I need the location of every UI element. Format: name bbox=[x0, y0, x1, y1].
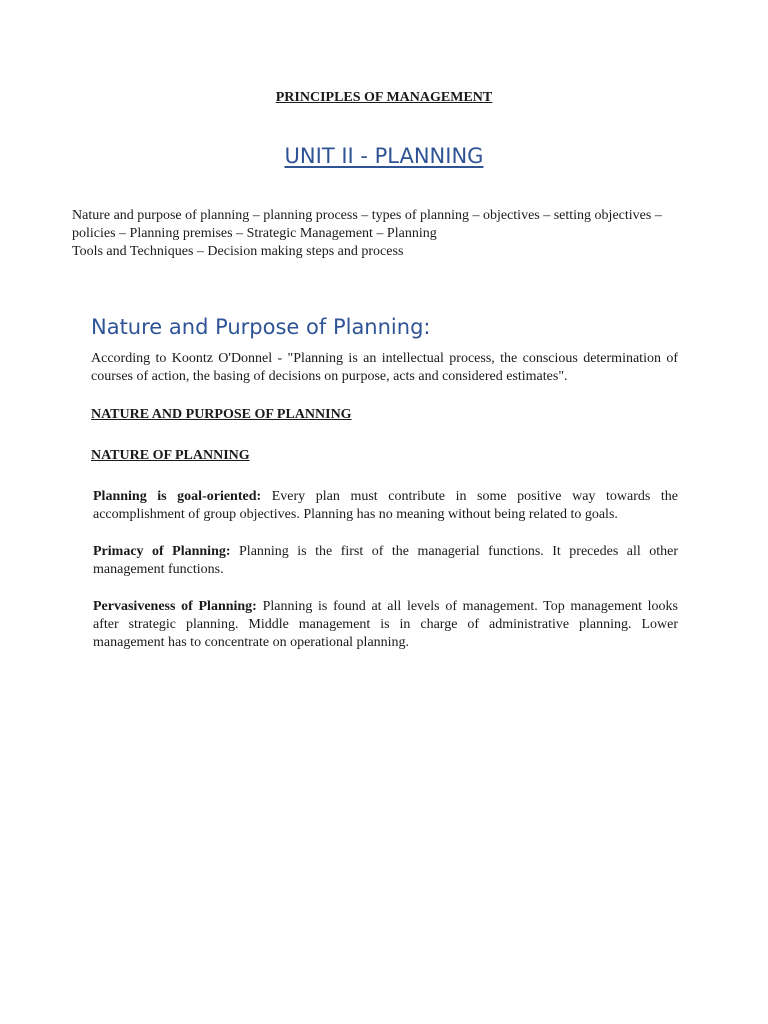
syllabus-line: policies – Planning premises – Strategic Management – Planning bbox=[72, 226, 437, 241]
point-primacy bbox=[91, 543, 678, 579]
syllabus-overview bbox=[72, 207, 732, 261]
syllabus-line: Nature and purpose of planning – planning process – types of planning – objectives – setting objectives – bbox=[72, 208, 662, 223]
point-text: Planning is found at all levels of management. Top management looks after strategic planning. Middle management is in charge of administrative planning. Lower management has to concentrate on operational planning. bbox=[93, 599, 678, 650]
subheading-nature-purpose: NATURE AND PURPOSE OF PLANNING bbox=[91, 407, 352, 422]
point-label: Primacy of Planning: bbox=[93, 544, 231, 559]
point-label: Pervasiveness of Planning: bbox=[93, 599, 257, 614]
syllabus-line: Tools and Techniques – Decision making steps and process bbox=[72, 244, 404, 259]
point-text: Planning is the first of the managerial functions. It precedes all other management functions. bbox=[93, 544, 679, 577]
definition-paragraph: According to Koontz O'Donnel - "Planning is an intellectual process, the conscious determination of courses of action, the basing of decisions on purpose, acts and considered estimates". bbox=[91, 351, 678, 384]
point-label: Planning is goal-oriented: bbox=[93, 489, 262, 504]
section-heading: Nature and Purpose of Planning: bbox=[91, 315, 431, 339]
unit-title: UNIT II - PLANNING bbox=[284, 144, 484, 168]
point-text: Every plan must contribute in some positive way towards the accomplishment of group objectives. Planning has no meaning without being related to goals. bbox=[93, 489, 678, 522]
point-pervasiveness bbox=[91, 598, 678, 652]
point-goal-oriented bbox=[91, 488, 678, 524]
subheading-nature: NATURE OF PLANNING bbox=[91, 448, 250, 463]
nature-purpose-section bbox=[91, 312, 678, 652]
document-title: PRINCIPLES OF MANAGEMENT bbox=[275, 90, 493, 105]
